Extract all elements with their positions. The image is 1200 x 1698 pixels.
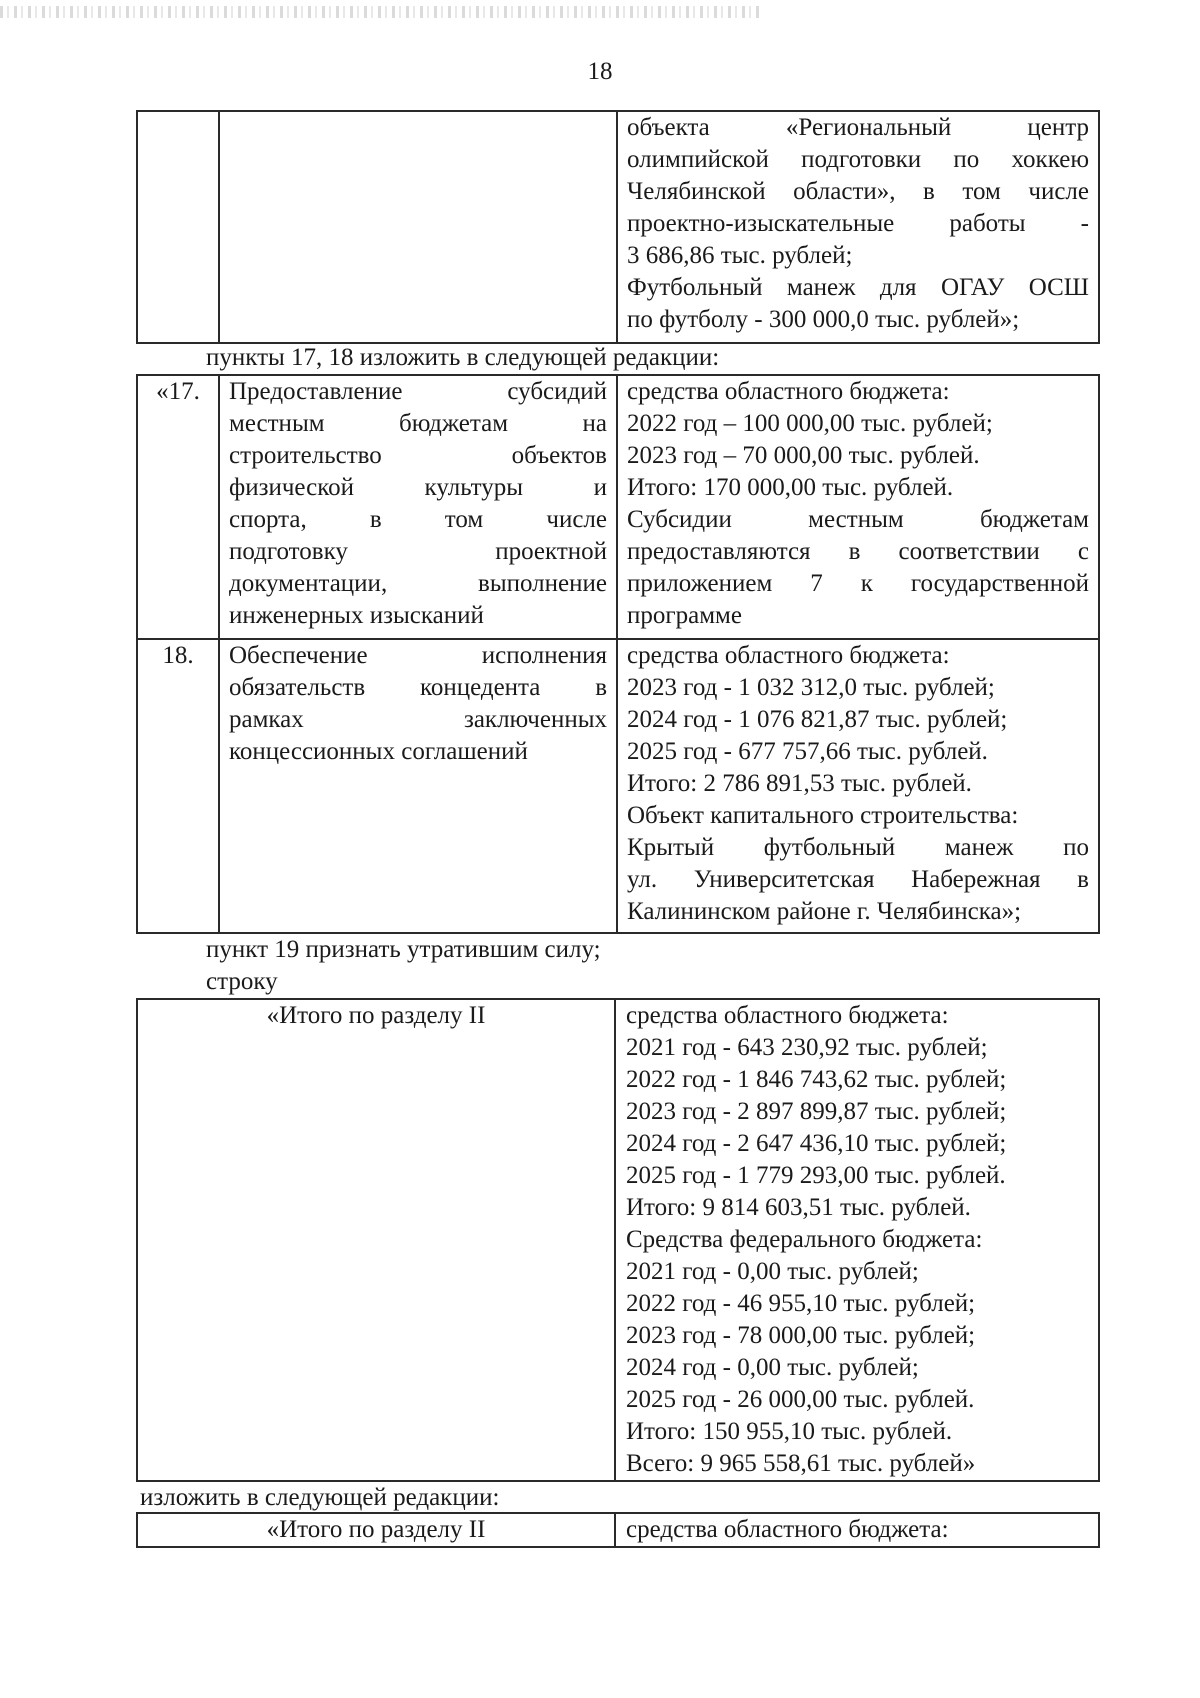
text-line: Предоставление субсидий bbox=[229, 378, 607, 405]
table-row bbox=[137, 1513, 1099, 1547]
text-line: концессионных соглашений bbox=[229, 738, 528, 765]
row-number: «17. bbox=[137, 375, 219, 639]
table-row bbox=[137, 375, 1099, 639]
text-line: Челябинской области», в том числе bbox=[627, 178, 1089, 205]
text-line: программе bbox=[627, 602, 742, 629]
text-line: средства областного бюджета: bbox=[627, 378, 950, 405]
paragraph-item-19: пункт 19 признать утратившим силу; bbox=[206, 936, 601, 963]
text-line: физической культуры и bbox=[229, 474, 607, 501]
text-line: 3 686,86 тыс. рублей; bbox=[627, 242, 853, 269]
table-row bbox=[137, 639, 1099, 933]
text-line: Калининском районе г. Челябинска»; bbox=[627, 898, 1022, 925]
text-line: Средства федерального бюджета: bbox=[626, 1226, 983, 1253]
table-row bbox=[137, 999, 1099, 1481]
text-line: подготовку проектной bbox=[229, 538, 607, 565]
row-description bbox=[219, 375, 617, 639]
text-line: 2025 год - 1 779 293,00 тыс. рублей. bbox=[626, 1162, 1006, 1189]
table-cell-desc bbox=[219, 111, 617, 343]
total-new-table bbox=[136, 1512, 1100, 1548]
text-line: 2023 год - 2 897 899,87 тыс. рублей; bbox=[626, 1098, 1007, 1125]
text-line: Футбольный манеж для ОГАУ ОСШ bbox=[627, 274, 1089, 301]
text-line: 2025 год - 677 757,66 тыс. рублей. bbox=[627, 738, 988, 765]
total-label-cell: «Итого по разделу II bbox=[137, 999, 615, 1481]
text-line: инженерных изысканий bbox=[229, 602, 484, 629]
total-funding-cell bbox=[615, 999, 1099, 1481]
row-funding bbox=[617, 375, 1099, 639]
text-line: по футболу - 300 000,0 тыс. рублей»; bbox=[627, 306, 1020, 333]
table-cell-num bbox=[137, 111, 219, 343]
text-line: Всего: 9 965 558,61 тыс. рублей» bbox=[626, 1450, 976, 1477]
row-number: 18. bbox=[137, 639, 219, 933]
scan-artifact bbox=[0, 6, 760, 18]
text-line: 2024 год - 1 076 821,87 тыс. рублей; bbox=[627, 706, 1008, 733]
text-line: 2024 год - 0,00 тыс. рублей; bbox=[626, 1354, 919, 1381]
paragraph-new-edition: изложить в следующей редакции: bbox=[140, 1484, 500, 1511]
text-line: 2022 год - 46 955,10 тыс. рублей; bbox=[626, 1290, 976, 1317]
text-line: предоставляются в соответствии с bbox=[627, 538, 1089, 565]
text-line: приложением 7 к государственной bbox=[627, 570, 1089, 597]
row-description bbox=[219, 639, 617, 933]
text-line: Обеспечение исполнения bbox=[229, 642, 607, 669]
text-line: проектно-изыскательные работы - bbox=[627, 210, 1089, 237]
total-funding-cell: средства областного бюджета: bbox=[615, 1513, 1099, 1547]
page-number: 18 bbox=[587, 58, 613, 85]
paragraph-items-17-18: пункты 17, 18 изложить в следующей редакции: bbox=[206, 344, 720, 371]
text-line: средства областного бюджета: bbox=[626, 1002, 949, 1029]
total-old-table bbox=[136, 998, 1100, 1482]
text-line: 2021 год - 0,00 тыс. рублей; bbox=[626, 1258, 919, 1285]
table-row bbox=[137, 111, 1099, 343]
text-line: Субсидии местным бюджетам bbox=[627, 506, 1089, 533]
text-line: Объект капитального строительства: bbox=[627, 802, 1019, 829]
text-line: Итого: 2 786 891,53 тыс. рублей. bbox=[627, 770, 972, 797]
text-line: 2023 год - 78 000,00 тыс. рублей; bbox=[626, 1322, 976, 1349]
text-line: средства областного бюджета: bbox=[627, 642, 950, 669]
text-line: 2021 год - 643 230,92 тыс. рублей; bbox=[626, 1034, 988, 1061]
text-line: Итого: 150 955,10 тыс. рублей. bbox=[626, 1418, 953, 1445]
text-line: 2024 год - 2 647 436,10 тыс. рублей; bbox=[626, 1130, 1007, 1157]
text-line: строительство объектов bbox=[229, 442, 607, 469]
text-line: 2023 год - 1 032 312,0 тыс. рублей; bbox=[627, 674, 995, 701]
continuation-table bbox=[136, 110, 1100, 344]
text-line: Крытый футбольный манеж по bbox=[627, 834, 1089, 861]
text-line: местным бюджетам на bbox=[229, 410, 607, 437]
text-line: объекта «Региональный центр bbox=[627, 114, 1089, 141]
text-line: рамках заключенных bbox=[229, 706, 607, 733]
total-label-cell: «Итого по разделу II bbox=[137, 1513, 615, 1547]
text-line: обязательств концедента в bbox=[229, 674, 607, 701]
text-line: спорта, в том числе bbox=[229, 506, 607, 533]
text-line: 2022 год - 1 846 743,62 тыс. рублей; bbox=[626, 1066, 1007, 1093]
text-line: Итого: 9 814 603,51 тыс. рублей. bbox=[626, 1194, 971, 1221]
text-line: Итого: 170 000,00 тыс. рублей. bbox=[627, 474, 954, 501]
table-cell-funding bbox=[617, 111, 1099, 343]
items-table bbox=[136, 374, 1100, 934]
paragraph-line-word: строку bbox=[206, 968, 278, 995]
text-line: документации, выполнение bbox=[229, 570, 607, 597]
text-line: 2025 год - 26 000,00 тыс. рублей. bbox=[626, 1386, 975, 1413]
text-line: олимпийской подготовки по хоккею bbox=[627, 146, 1089, 173]
text-line: 2023 год – 70 000,00 тыс. рублей. bbox=[627, 442, 980, 469]
row-funding bbox=[617, 639, 1099, 933]
text-line: ул. Университетская Набережная в bbox=[627, 866, 1089, 893]
text-line: 2022 год – 100 000,00 тыс. рублей; bbox=[627, 410, 993, 437]
